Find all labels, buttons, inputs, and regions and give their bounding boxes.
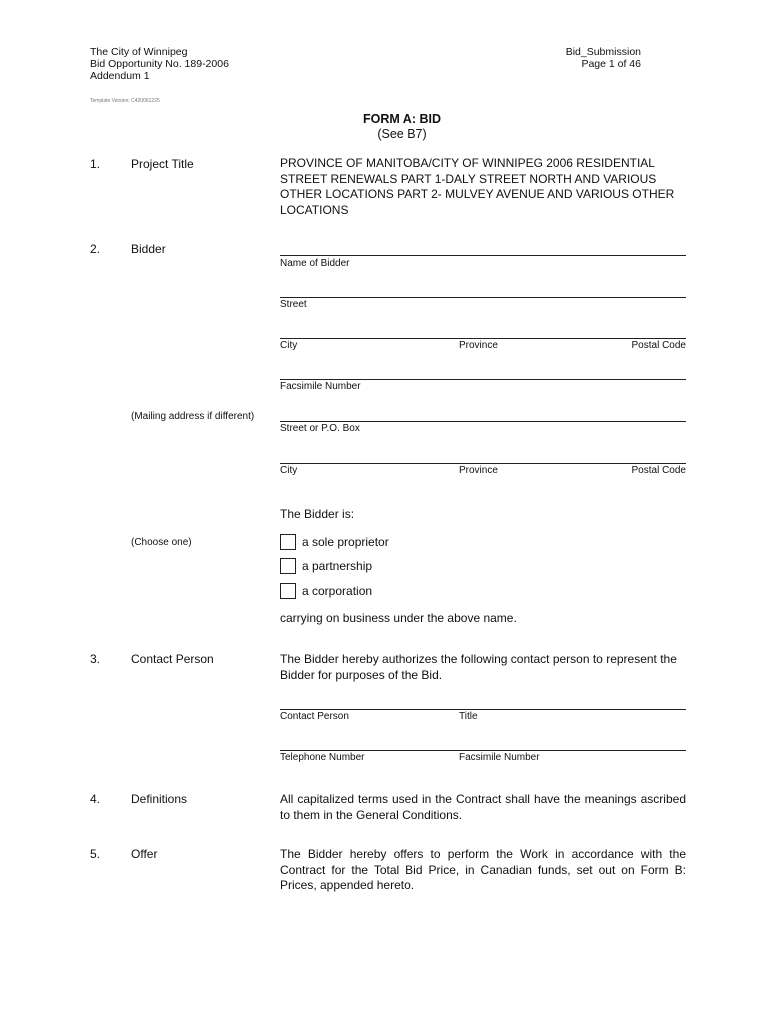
section-1-label: Project Title [131, 157, 194, 171]
name-of-bidder-caption: Name of Bidder [280, 258, 350, 269]
contact-facsimile-caption: Facsimile Number [459, 752, 540, 763]
bidder-name-caption-row [280, 258, 686, 270]
section-4-label: Definitions [131, 792, 188, 806]
section-2-number: 2. [90, 242, 101, 256]
header-addendum: Addendum 1 [90, 70, 150, 82]
header-left [90, 46, 229, 82]
city2-caption: City [280, 465, 298, 476]
postal-code2-caption: Postal Code [631, 465, 686, 476]
offer-text: The Bidder hereby offers to perform the Work in accordance with the Contract for the Total Bid Price, in Canadian funds, set out on Form B: Prices, appended hereto. [280, 847, 686, 892]
definitions-text: All capitalized terms used in the Contract shall have the meanings ascribed to them in the General Conditions. [280, 792, 686, 822]
facsimile-number-caption: Facsimile Number [280, 381, 361, 392]
choose-one-label: (Choose one) [131, 537, 192, 548]
section-4-number: 4. [90, 792, 101, 806]
header-bid-submission: Bid_Submission [565, 46, 641, 58]
street-line[interactable] [280, 297, 686, 298]
header-bid-opportunity: Bid Opportunity No. 189-2006 [90, 58, 229, 70]
sole-proprietor-label: a sole proprietor [302, 535, 389, 549]
partnership-label: a partnership [302, 559, 373, 573]
sole-proprietor-checkbox[interactable] [280, 534, 296, 550]
city-caption: City [280, 340, 298, 351]
form-title: FORM A: BID [363, 112, 441, 126]
fax-line[interactable] [280, 379, 686, 380]
city2-caption-row [280, 465, 686, 477]
mailing-address-label: (Mailing address if different) [131, 411, 255, 422]
contact-person-line[interactable] [280, 709, 686, 710]
city2-line[interactable] [280, 463, 686, 464]
city-caption-row [280, 340, 686, 352]
section-5-number: 5. [90, 847, 101, 861]
pobox-caption-row [280, 423, 686, 435]
postal-code-caption: Postal Code [631, 340, 686, 351]
street-caption: Street [280, 299, 307, 310]
section-5-label: Offer [131, 847, 158, 861]
bidder-is-label: The Bidder is: [280, 507, 355, 521]
project-title-text: PROVINCE OF MANITOBA/CITY OF WINNIPEG 2006 RESIDENTIAL STREET RENEWALS PART 1-DALY STREET NORTH AND VARIOUS OTHER LOCATIONS PART 2- MULVEY AVENUE AND VARIOUS OTHER LOCATIONS [280, 156, 675, 217]
section-3-number: 3. [90, 652, 101, 666]
city-line[interactable] [280, 338, 686, 339]
bidder-name-line[interactable] [280, 255, 686, 256]
contact-caption-row [280, 711, 686, 723]
fax-caption-row [280, 381, 686, 393]
section-2-label: Bidder [131, 242, 166, 256]
section-1-number: 1. [90, 157, 101, 171]
street-caption-row [280, 299, 686, 311]
contact-person-text: The Bidder hereby authorizes the following contact person to represent the Bidder for purposes of the Bid. [280, 652, 677, 682]
pobox-line[interactable] [280, 421, 686, 422]
province-caption: Province [459, 340, 498, 351]
telephone-caption-row [280, 752, 686, 764]
header-page-number: Page 1 of 46 [581, 58, 641, 70]
province2-caption: Province [459, 465, 498, 476]
carrying-on-business-text: carrying on business under the above name. [280, 611, 517, 625]
telephone-line[interactable] [280, 750, 686, 751]
section-3-label: Contact Person [131, 652, 214, 666]
header-city: The City of Winnipeg [90, 46, 188, 58]
form-subtitle: (See B7) [377, 127, 427, 141]
corporation-checkbox[interactable] [280, 583, 296, 599]
telephone-number-caption: Telephone Number [280, 752, 365, 763]
partnership-checkbox[interactable] [280, 558, 296, 574]
title-caption: Title [459, 711, 478, 722]
street-pobox-caption: Street or P.O. Box [280, 423, 360, 434]
corporation-label: a corporation [302, 584, 373, 598]
contact-person-caption: Contact Person [280, 711, 349, 722]
header-right [520, 46, 641, 70]
template-version: Template Version: C420061225 [90, 98, 160, 104]
